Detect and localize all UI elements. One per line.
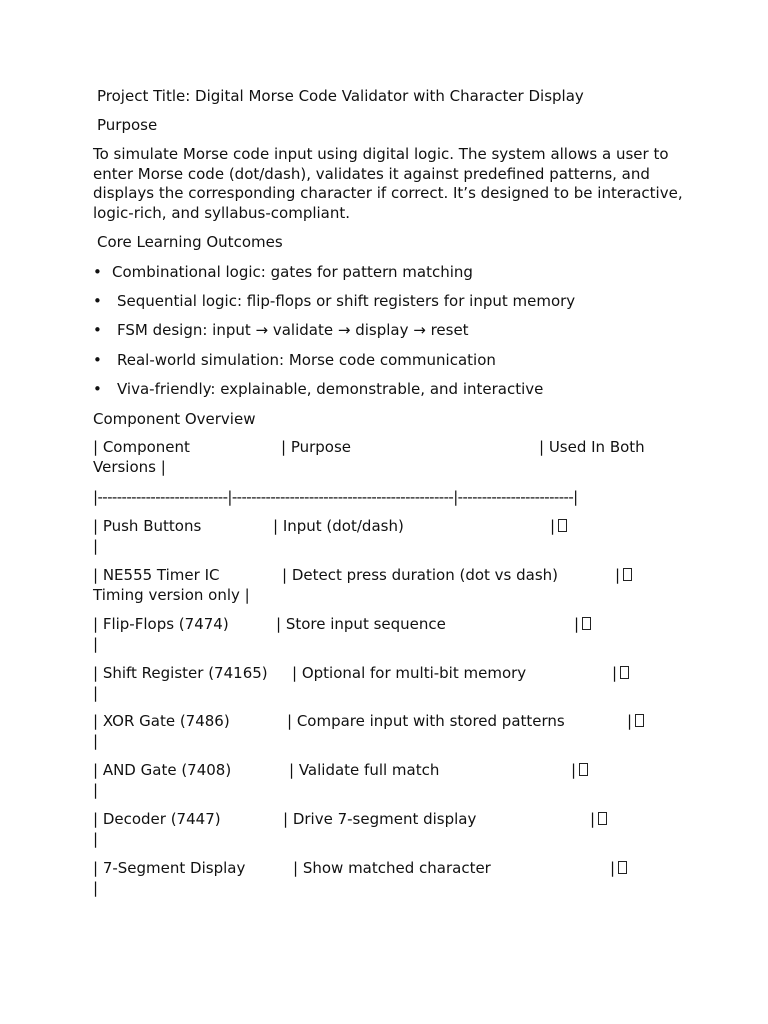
cell-wrap: | — [93, 635, 99, 653]
cell-used: | — [574, 614, 591, 634]
cell-used: | — [550, 516, 567, 536]
cell-purpose: | Detect press duration (dot vs dash) — [282, 566, 559, 584]
cell-component: | NE555 Timer IC — [93, 566, 220, 584]
table-row — [93, 516, 673, 556]
header-used-in-both: | Used In Both — [539, 438, 645, 456]
cell-component: | Push Buttons — [93, 517, 202, 535]
cell-component: | Decoder (7447) — [93, 810, 221, 828]
cell-used: | — [610, 858, 627, 878]
list-item: Combinational logic: gates for pattern matching — [112, 263, 473, 281]
list-item: Sequential logic: flip-flops or shift registers for input memory — [117, 292, 576, 310]
cell-used: | — [571, 760, 588, 780]
cell-purpose: | Optional for multi-bit memory — [292, 664, 527, 682]
cell-wrap: Timing version only | — [93, 586, 250, 604]
cell-component: | Flip-Flops (7474) — [93, 615, 229, 633]
missing-glyph-icon — [623, 568, 632, 581]
missing-glyph-icon — [635, 714, 644, 727]
list-item: FSM design: input → validate → display → reset — [117, 321, 469, 339]
cell-used: | — [590, 809, 607, 829]
table-row — [93, 711, 673, 751]
cell-component: | 7-Segment Display — [93, 859, 246, 877]
bullet-icon: • — [93, 321, 102, 339]
component-heading: Component Overview — [93, 410, 256, 428]
table-row — [93, 565, 673, 605]
table-row — [93, 760, 673, 800]
bullet-icon: • — [93, 351, 102, 369]
table-separator: |---------------------------|----------------------------------------------|------------------------| — [93, 488, 578, 506]
cell-used: | — [627, 711, 644, 731]
cell-wrap: | — [93, 684, 99, 702]
cell-wrap: | — [93, 537, 99, 555]
header-wrap: Versions | — [93, 458, 166, 476]
table-header — [93, 437, 673, 477]
project-title: Project Title: Digital Morse Code Validator with Character Display — [97, 87, 584, 105]
cell-purpose: | Store input sequence — [276, 615, 446, 633]
outcomes-heading: Core Learning Outcomes — [97, 233, 283, 251]
missing-glyph-icon — [598, 812, 607, 825]
table-row — [93, 809, 673, 849]
list-item: Real-world simulation: Morse code communication — [117, 351, 496, 369]
bullet-icon: • — [93, 292, 102, 310]
cell-used: | — [612, 663, 629, 683]
cell-purpose: | Input (dot/dash) — [273, 517, 404, 535]
missing-glyph-icon — [582, 617, 591, 630]
cell-wrap: | — [93, 732, 99, 750]
cell-purpose: | Compare input with stored patterns — [287, 712, 565, 730]
cell-wrap: | — [93, 830, 99, 848]
purpose-paragraph: To simulate Morse code input using digital logic. The system allows a user to enter Morse code (dot/dash), validates it against predefined patterns, and displays the corresponding character if correct. It’s designed to be interactive, logic-rich, and syllabus-compliant. — [93, 145, 683, 222]
cell-purpose: | Show matched character — [293, 859, 491, 877]
cell-purpose: | Validate full match — [289, 761, 440, 779]
missing-glyph-icon — [558, 519, 567, 532]
table-row — [93, 858, 673, 898]
cell-purpose: | Drive 7-segment display — [283, 810, 477, 828]
header-purpose: | Purpose — [281, 438, 352, 456]
header-component: | Component — [93, 438, 190, 456]
cell-component: | Shift Register (74165) — [93, 664, 268, 682]
list-item: Viva-friendly: explainable, demonstrable, and interactive — [117, 380, 544, 398]
table-row — [93, 614, 673, 654]
bullet-icon: • — [93, 380, 102, 398]
cell-component: | XOR Gate (7486) — [93, 712, 230, 730]
cell-wrap: | — [93, 781, 99, 799]
missing-glyph-icon — [579, 763, 588, 776]
missing-glyph-icon — [618, 861, 627, 874]
table-row — [93, 663, 673, 703]
purpose-heading: Purpose — [97, 116, 158, 134]
cell-component: | AND Gate (7408) — [93, 761, 232, 779]
cell-used: | — [615, 565, 632, 585]
missing-glyph-icon — [620, 666, 629, 679]
cell-wrap: | — [93, 879, 99, 897]
bullet-icon: • — [93, 263, 102, 281]
